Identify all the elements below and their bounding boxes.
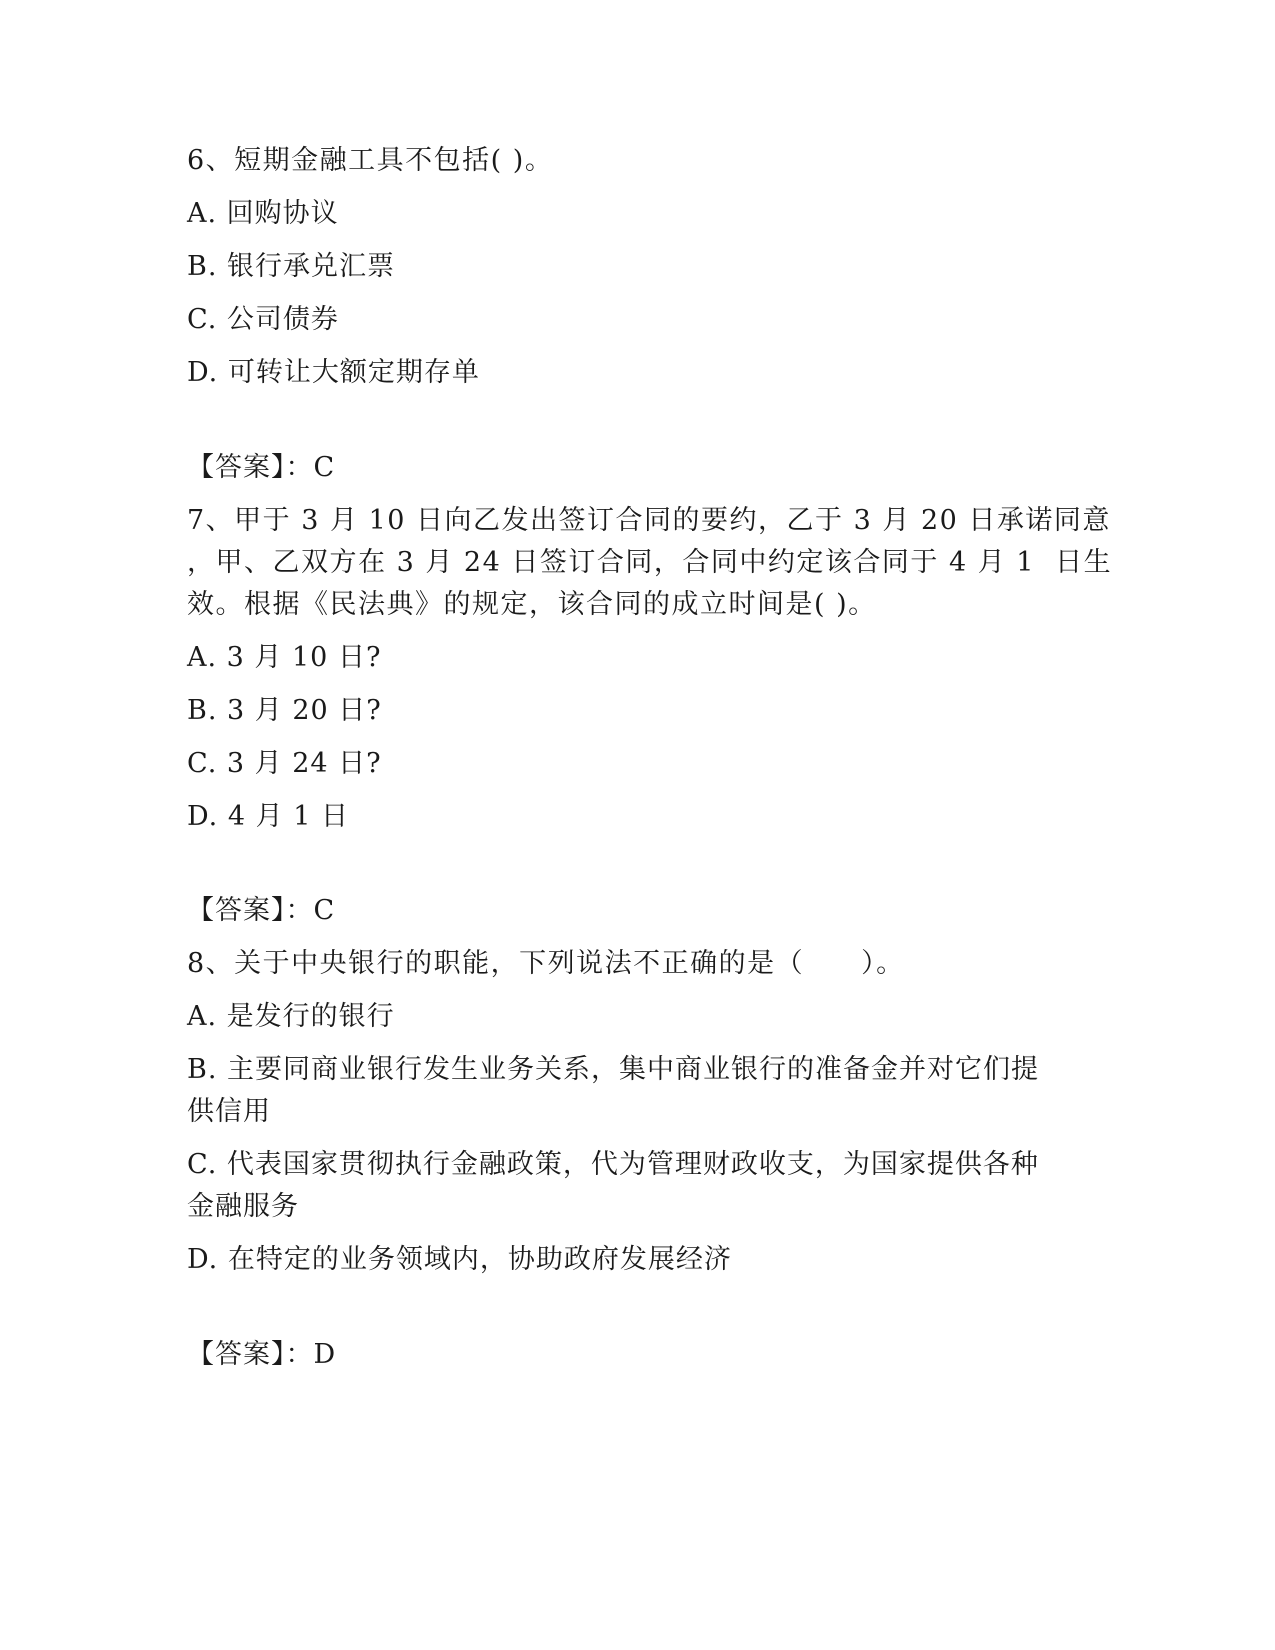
question-8-option-c-line-1: C. 代表国家贯彻执行金融政策，代为管理财政收支，为国家提供各种 <box>187 1149 1039 1180</box>
question-6-option-b: B. 银行承兑汇票 <box>187 251 396 282</box>
question-6-option-d: D. 可转让大额定期存单 <box>187 357 480 388</box>
question-7-option-a: A. 3 月 10 日? <box>187 642 382 673</box>
question-7-stem-line-1: 7、甲于 3 月 10 日向乙发出签订合同的要约，乙于 3 月 20 日承诺同意 <box>187 505 1111 536</box>
question-8-option-b-line-2: 供信用 <box>187 1096 271 1127</box>
question-8-option-c-line-2: 金融服务 <box>187 1191 299 1222</box>
question-6-option-c: C. 公司债券 <box>187 304 339 335</box>
question-8-option-b-line-1: B. 主要同商业银行发生业务关系，集中商业银行的准备金并对它们提 <box>187 1054 1040 1085</box>
question-7-answer: 【答案】：C <box>187 895 336 926</box>
question-7-option-d: D. 4 月 1 日 <box>187 801 349 832</box>
question-7-stem-line-2: ，甲、乙双方在 3 月 24 日签订合同，合同中约定该合同于 4 月 1 日生 <box>187 547 1113 578</box>
question-8-answer: 【答案】：D <box>187 1339 337 1370</box>
question-6-stem: 6、短期金融工具不包括( )。 <box>187 145 554 176</box>
question-6-answer: 【答案】：C <box>187 452 336 483</box>
question-8-option-d: D. 在特定的业务领域内，协助政府发展经济 <box>187 1244 732 1275</box>
question-8-stem: 8、关于中央银行的职能，下列说法不正确的是（ ）。 <box>187 948 905 979</box>
question-7-option-c: C. 3 月 24 日? <box>187 748 382 779</box>
question-7-option-b: B. 3 月 20 日? <box>187 695 382 726</box>
question-8-option-a: A. 是发行的银行 <box>187 1001 395 1032</box>
question-6-option-a: A. 回购协议 <box>187 198 339 229</box>
question-7-stem-line-3: 效。根据《民法典》的规定，该合同的成立时间是( )。 <box>187 589 877 620</box>
